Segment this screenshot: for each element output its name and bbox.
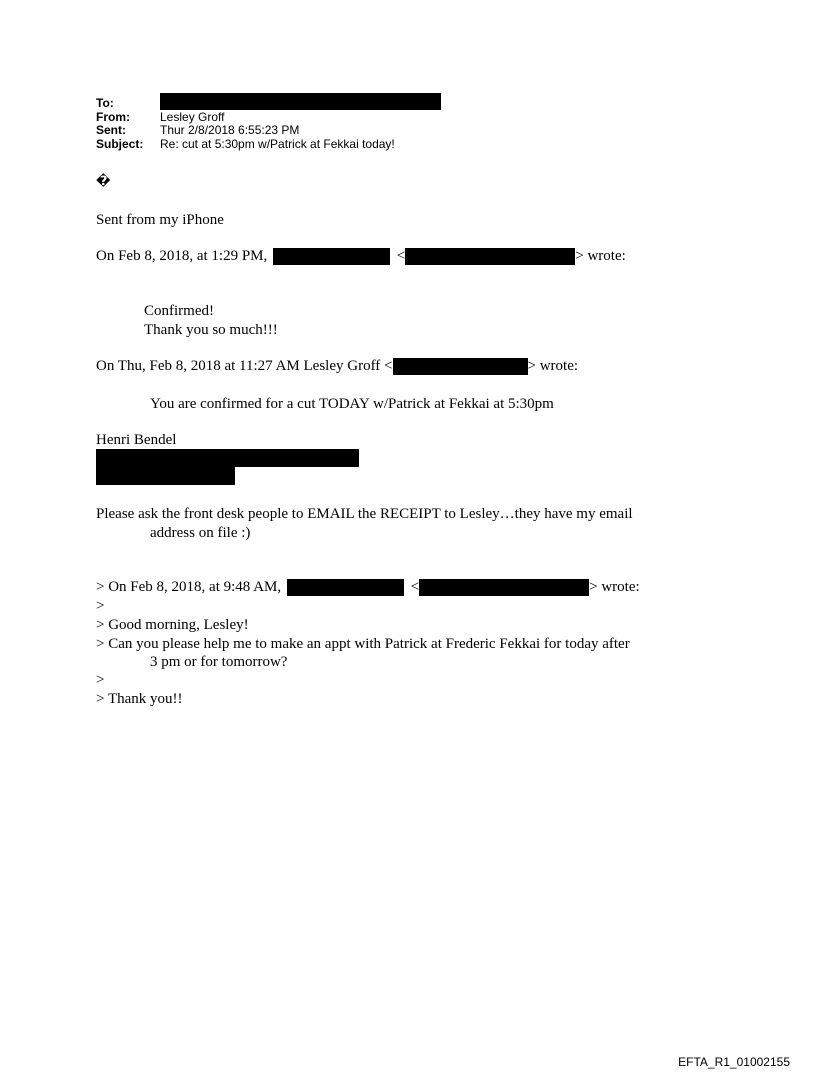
- subject-value: Re: cut at 5:30pm w/Patrick at Fekkai today!: [160, 136, 395, 151]
- redacted-address-line1: [96, 449, 359, 467]
- from-row: [96, 111, 441, 125]
- redacted-writer-name: [287, 579, 404, 596]
- quote2-line: [96, 357, 578, 375]
- store-name: Henri Bendel: [96, 432, 177, 448]
- confirmation-text: You are confirmed for a cut TODAY w/Patrick at Fekkai at 5:30pm: [150, 396, 554, 412]
- redacted-sender-name: [273, 248, 390, 265]
- quote1-prefix: On Feb 8, 2018, at 1:29 PM,: [96, 248, 268, 264]
- good-morning-line: > Good morning, Lesley!: [96, 617, 249, 633]
- redacted-writer-email: [419, 579, 589, 596]
- sent-row: [96, 124, 441, 138]
- sent-label: Sent:: [96, 123, 126, 137]
- replacement-glyph: �: [96, 174, 111, 189]
- redacted-address-line2: [96, 467, 235, 485]
- quote3-wrote: > wrote:: [589, 579, 640, 595]
- quote2-wrote: > wrote:: [527, 358, 579, 374]
- receipt-line1: Please ask the front desk people to EMAIL the RECEIPT to Lesley…they have my email: [96, 506, 633, 522]
- subject-label: Subject:: [96, 136, 144, 151]
- receipt-line2: address on file :): [150, 525, 251, 541]
- quote3-prefix: > On Feb 8, 2018, at 9:48 AM,: [96, 579, 282, 595]
- from-label: From:: [96, 109, 130, 124]
- request-line1: > Can you please help me to make an appt with Patrick at Frederic Fekkai for today after: [96, 636, 630, 652]
- sent-value: Thur 2/8/2018 6:55:23 PM: [160, 123, 300, 137]
- quote3-line: [96, 578, 640, 596]
- redacted-lesley-email: [393, 358, 528, 375]
- thanks-text: Thank you so much!!!: [144, 322, 278, 338]
- to-label: To:: [96, 96, 114, 110]
- request-line2: 3 pm or for tomorrow?: [150, 654, 288, 670]
- confirmed-text: Confirmed!: [144, 303, 214, 319]
- quote1-line: [96, 247, 626, 265]
- quote3-lt: <: [410, 579, 420, 595]
- quote2-prefix: On Thu, Feb 8, 2018 at 11:27 AM Lesley Groff <: [96, 358, 393, 374]
- quote1-wrote: > wrote:: [575, 248, 626, 264]
- to-row: [96, 97, 441, 111]
- subject-row: [96, 138, 441, 152]
- redacted-sender-email: [405, 248, 575, 265]
- quote1-lt: <: [396, 248, 406, 264]
- email-header: [96, 97, 441, 151]
- quote-marker-2: >: [96, 672, 105, 688]
- thank-you-line: > Thank you!!: [96, 691, 183, 707]
- from-value: Lesley Groff: [160, 109, 225, 124]
- iphone-signature: Sent from my iPhone: [96, 212, 224, 228]
- document-id: EFTA_R1_01002155: [678, 1055, 790, 1069]
- redacted-recipient: [160, 93, 441, 110]
- quote-marker-1: >: [96, 598, 105, 614]
